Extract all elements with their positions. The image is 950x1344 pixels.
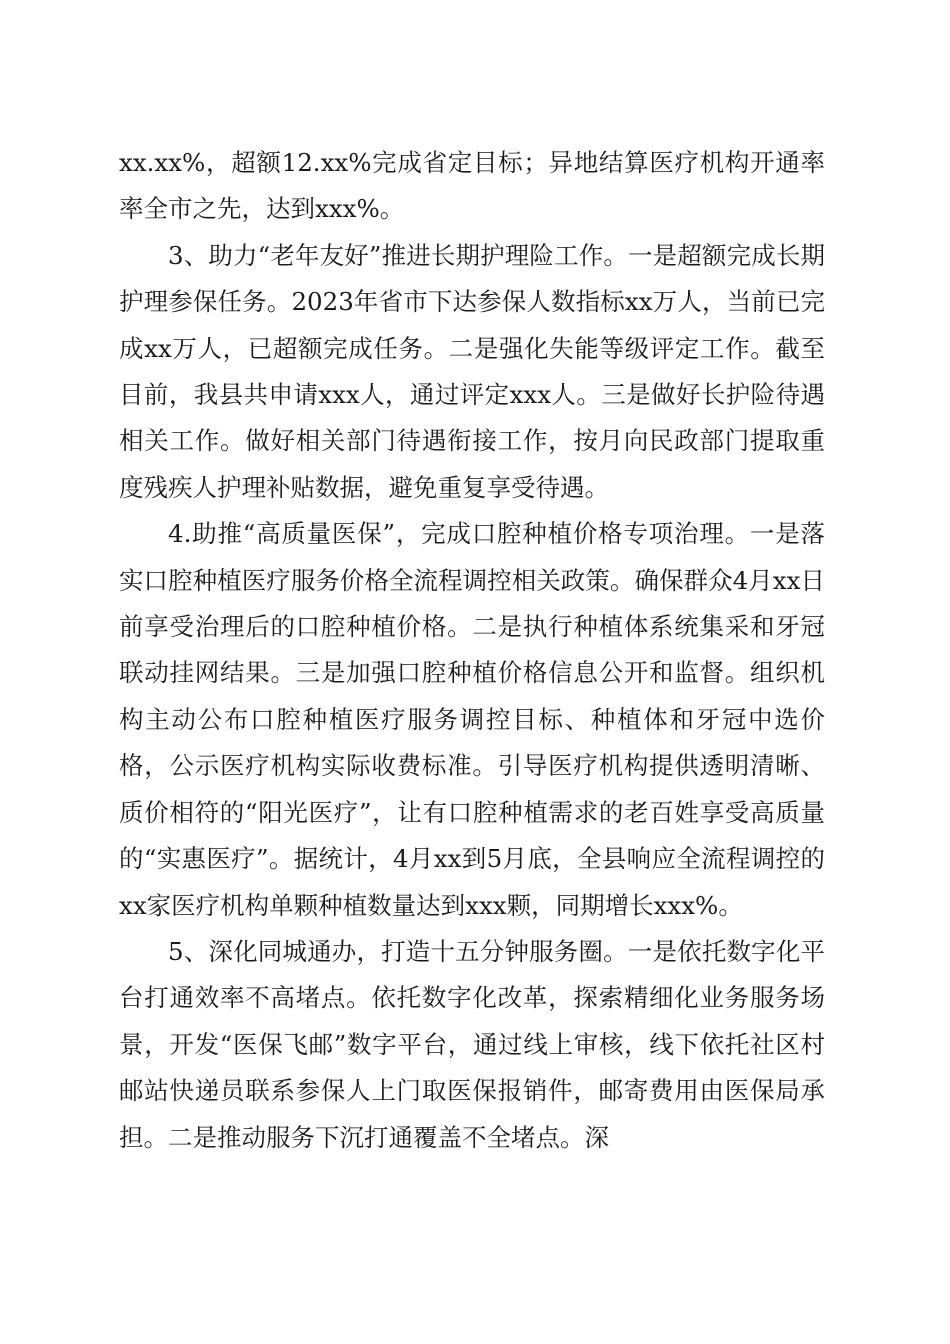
paragraph-item-4: 4.助推“高质量医保”，完成口腔种植价格专项治理。一是落实口腔种植医疗服务价格全流程调控相关政策。确保群众4月xx日前享受治理后的口腔种植价格。二是执行种植体系统集采和牙冠联动挂网结果。三是加强口腔种植价格信息公开和监督。组织机构主动公布口腔种植医疗服务调控目标、种植体和牙冠中选价格，公示医疗机构实际收费标准。引导医疗机构提供透明清晰、质价相符的“阳光医疗”，让有口腔种植需求的老百姓享受高质量的“实惠医疗”。据统计，4月xx到5月底，全县响应全流程调控的xx家医疗机构单颗种植数量达到xxx颗，同期增长xxx%。 — [119, 519, 825, 920]
document-body — [119, 140, 825, 1161]
paragraph-item-3: 3、助力“老年友好”推进长期护理险工作。一是超额完成长期护理参保任务。2023年省市下达参保人数指标xx万人，当前已完成xx万人，已超额完成任务。二是强化失能等级评定工作。截至目前，我县共申请xxx人，通过评定xxx人。三是做好长护险待遇相关工作。做好相关部门待遇衔接工作，按月向民政部门提取重度残疾人护理补贴数据，避免重复享受待遇。 — [119, 240, 825, 502]
paragraph-continuation: xx.xx%，超额12.xx%完成省定目标；异地结算医疗机构开通率率全市之先，达到xxx%。 — [119, 148, 825, 224]
paragraph-item-5: 5、深化同城通办，打造十五分钟服务圈。一是依托数字化平台打通效率不高堵点。依托数字化改革，探索精细化业务服务场景，开发“医保飞邮”数字平台，通过线上审核，线下依托社区村邮站快递员联系参保人上门取医保报销件，邮寄费用由医保局承担。二是推动服务下沉打通覆盖不全堵点。深 — [119, 936, 825, 1152]
